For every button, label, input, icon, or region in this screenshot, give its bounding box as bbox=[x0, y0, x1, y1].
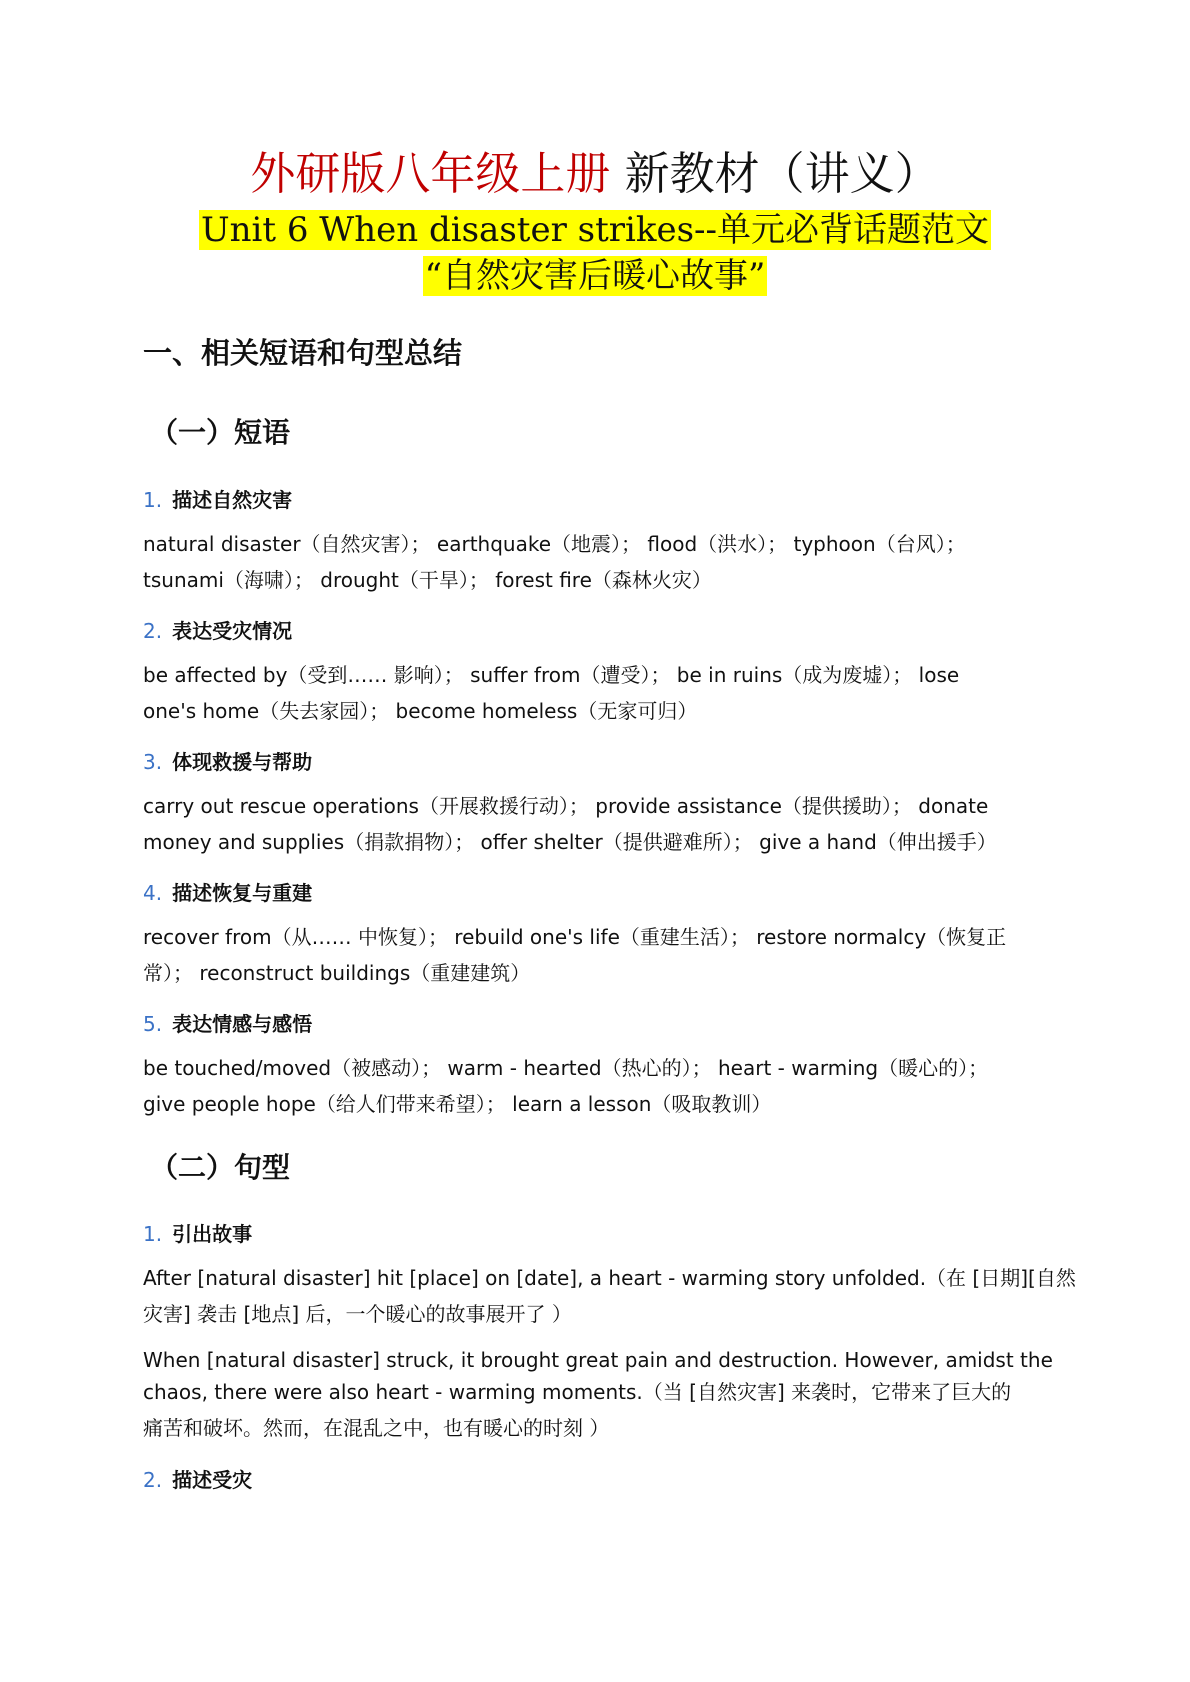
phrase-item-5-line-2: give people hope（给人们带来希望）； learn a lesson（吸取教训） bbox=[143, 1092, 772, 1116]
phrase-item-4-line-2: 常）； reconstruct buildings（重建建筑） bbox=[143, 961, 531, 985]
subtitle-unit-text: Unit 6 When disaster strikes--单元必背话题范文 bbox=[200, 210, 990, 250]
phrase-item-2-line-1: be affected by（受到…… 影响）； suffer from（遭受）； be in ruins（成为废墟）； lose bbox=[143, 663, 960, 687]
phrase-item-4-title bbox=[143, 879, 312, 907]
sentence-item-2-title bbox=[143, 1466, 252, 1494]
phrase-item-5-title bbox=[143, 1010, 312, 1038]
phrase-item-1-line-2: tsunami（海啸）； drought（干旱）； forest fire（森林火灾） bbox=[143, 568, 712, 592]
title-black-part: 新教材（讲义） bbox=[610, 147, 940, 200]
sentence-1-line-2: 灾害] 袭击 [地点] 后，一个暖心的故事展开了 ） bbox=[143, 1302, 572, 1326]
item-label: 表达情感与感悟 bbox=[172, 1012, 313, 1036]
subtitle-unit bbox=[0, 207, 1190, 253]
item-number: 3. bbox=[143, 750, 163, 774]
subtitle-topic bbox=[0, 253, 1190, 299]
phrase-item-5-line-1: be touched/moved（被感动）； warm - hearted（热心的）； heart - warming（暖心的）； bbox=[143, 1056, 989, 1080]
phrase-item-2-title bbox=[143, 617, 292, 645]
phrase-item-1-title bbox=[143, 486, 292, 514]
item-number: 1. bbox=[143, 1222, 163, 1246]
item-label: 表达受灾情况 bbox=[172, 619, 293, 643]
item-label: 描述自然灾害 bbox=[172, 488, 293, 512]
phrase-item-1-line-1: natural disaster（自然灾害）； earthquake（地震）； flood（洪水）； typhoon（台风）； bbox=[143, 532, 966, 556]
item-number: 5. bbox=[143, 1012, 163, 1036]
title-red-part: 外研版八年级上册 bbox=[250, 147, 611, 200]
sentence-1-line-1: After [natural disaster] hit [place] on [date], a heart - warming story unfolded.（在 [日期][自然 bbox=[143, 1266, 1076, 1290]
item-label: 描述受灾 bbox=[172, 1468, 253, 1492]
phrase-item-3-line-1: carry out rescue operations（开展救援行动）； provide assistance（提供援助）； donate bbox=[143, 794, 989, 818]
item-number: 4. bbox=[143, 881, 163, 905]
sentence-2-line-2: chaos, there were also heart - warming moments.（当 [自然灾害] 来袭时，它带来了巨大的 bbox=[143, 1380, 1012, 1404]
document-title bbox=[0, 146, 1190, 202]
phrase-item-3-line-2: money and supplies（捐款捐物）； offer shelter（提供避难所）； give a hand（伸出援手） bbox=[143, 830, 997, 854]
phrases-heading: （一）短语 bbox=[150, 416, 291, 449]
item-number: 2. bbox=[143, 619, 163, 643]
sentence-item-1-title bbox=[143, 1220, 252, 1248]
sentences-heading: （二）句型 bbox=[150, 1151, 291, 1184]
phrase-item-3-title bbox=[143, 748, 312, 776]
item-label: 体现救援与帮助 bbox=[172, 750, 313, 774]
sentence-2-line-1: When [natural disaster] struck, it brought great pain and destruction. However, amidst the bbox=[143, 1348, 1053, 1372]
sentence-2-line-3: 痛苦和破坏。然而，在混乱之中，也有暖心的时刻 ） bbox=[143, 1416, 610, 1440]
phrase-item-2-line-2: one's home（失去家园）； become homeless（无家可归） bbox=[143, 699, 698, 723]
item-number: 1. bbox=[143, 488, 163, 512]
item-label: 引出故事 bbox=[172, 1222, 253, 1246]
subtitle-topic-text: “自然灾害后暖心故事” bbox=[424, 256, 766, 296]
item-label: 描述恢复与重建 bbox=[172, 881, 313, 905]
phrase-item-4-line-1: recover from（从…… 中恢复）； rebuild one's life（重建生活）； restore normalcy（恢复正 bbox=[143, 925, 1007, 949]
item-number: 2. bbox=[143, 1468, 163, 1492]
section-heading: 一、相关短语和句型总结 bbox=[143, 336, 463, 370]
